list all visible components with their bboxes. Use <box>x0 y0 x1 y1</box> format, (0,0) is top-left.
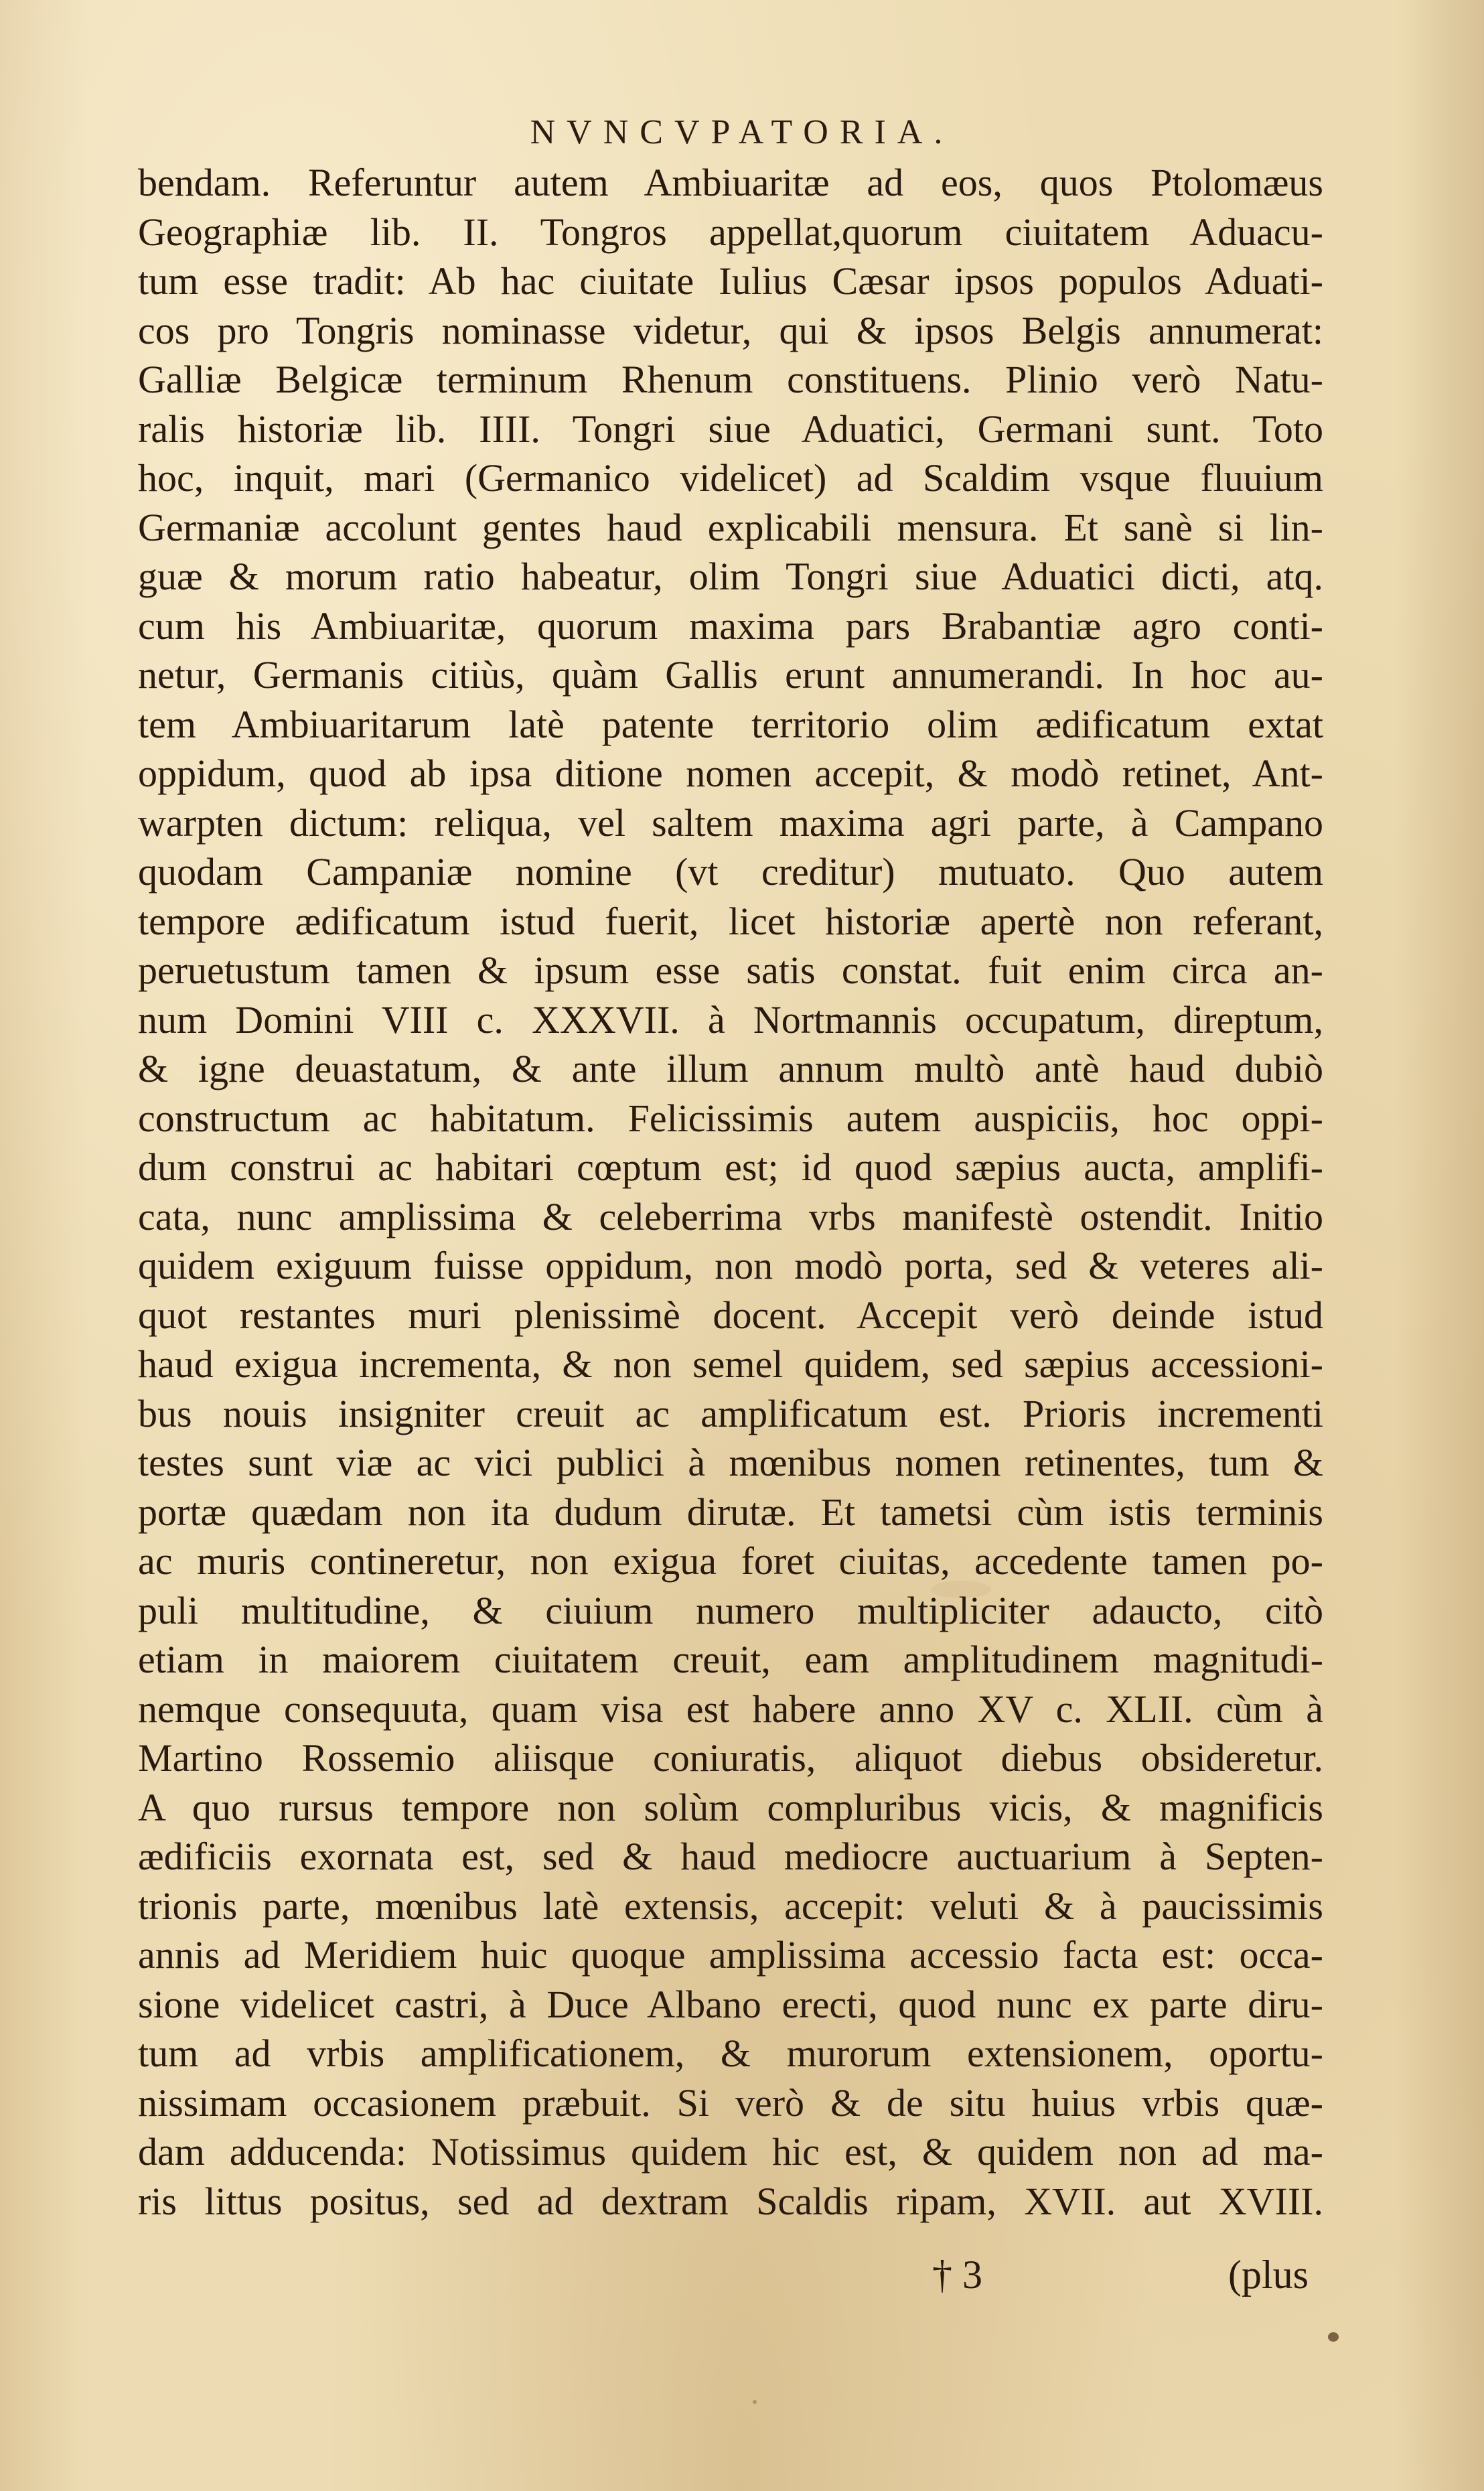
text-line: warpten dictum: reliqua, vel saltem maxima agri parte, à Campano <box>138 800 1323 845</box>
body-text <box>138 158 1323 2226</box>
text-line: A quo rursus tempore non solùm compluribus vicis, & magnificis <box>138 1785 1323 1829</box>
text-line: Germaniæ accolunt gentes haud explicabili mensura. Et sanè si lin- <box>138 505 1323 549</box>
text-line: quot restantes muri plenissimè docent. Accepit verò deinde istud <box>138 1293 1323 1337</box>
text-line: ac muris contineretur, non exigua foret ciuitas, accedente tamen po- <box>138 1539 1323 1583</box>
text-line: bendam. Referuntur autem Ambiuaritæ ad eos, quos Ptolomæus <box>138 161 1323 204</box>
text-line: peruetustum tamen & ipsum esse satis constat. fuit enim circa an- <box>138 948 1323 992</box>
ink-spot <box>1328 2332 1339 2342</box>
text-line: ris littus positus, sed ad dextram Scaldis ripam, XVII. aut XVIII. <box>138 2179 1323 2223</box>
text-line: bus nouis insigniter creuit ac amplificatum est. Prioris incrementi <box>138 1391 1323 1435</box>
text-line: portæ quædam non ita dudum dirutæ. Et tametsi cùm istis terminis <box>138 1490 1323 1534</box>
text-line: testes sunt viæ ac vici publici à mœnibus nomen retinentes, tum & <box>138 1441 1323 1484</box>
text-line: netur, Germanis citiùs, quàm Gallis erunt annumerandi. In hoc au- <box>138 653 1323 697</box>
text-line: Geographiæ lib. II. Tongros appellat,quorum ciuitatem Aduacu- <box>138 210 1323 254</box>
text-line: trionis parte, mœnibus latè extensis, accepit: veluti & à paucissimis <box>138 1883 1323 1928</box>
text-line: dam adducenda: Notissimus quidem hic est, & quidem non ad ma- <box>138 2130 1323 2174</box>
text-line: tem Ambiuaritarum latè patente territorio olim ædificatum extat <box>138 702 1323 746</box>
text-line: haud exigua incrementa, & non semel quidem, sed sæpius accessioni- <box>138 1342 1323 1386</box>
text-line: constructum ac habitatum. Felicissimis autem auspiciis, hoc oppi- <box>138 1096 1323 1140</box>
text-line: guæ & morum ratio habeatur, olim Tongri siue Aduatici dicti, atq. <box>138 555 1323 598</box>
text-line: ædificiis exornata est, sed & haud mediocre auctuarium à Septen- <box>138 1835 1323 1878</box>
text-line: cum his Ambiuaritæ, quorum maxima pars Brabantiæ agro conti- <box>138 603 1323 648</box>
running-header: NVNCVPATORIA. <box>530 113 954 151</box>
text-line: cata, nunc amplissima & celeberrima vrbs manifestè ostendit. Initio <box>138 1194 1323 1238</box>
text-line: Martino Rossemio aliisque coniuratis, aliquot diebus obsideretur. <box>138 1736 1323 1780</box>
signature-mark: † 3 <box>932 2253 982 2297</box>
page-footer <box>0 2248 1484 2301</box>
text-line: nissimam occasionem præbuit. Si verò & de situ huius vrbis quæ- <box>138 2080 1323 2125</box>
text-line: dum construi ac habitari cœptum est; id quod sæpius aucta, amplifi- <box>138 1145 1323 1189</box>
catchword: (plus <box>1228 2253 1309 2297</box>
text-line: nemque consequuta, quam visa est habere anno XV c. XLII. cùm à <box>138 1687 1323 1731</box>
text-line: quidem exiguum fuisse oppidum, non modò porta, sed & veteres ali- <box>138 1244 1323 1287</box>
text-line: hoc, inquit, mari (Germanico videlicet) ad Scaldim vsque fluuium <box>138 456 1323 500</box>
ink-speck <box>753 2400 757 2404</box>
text-line: & igne deuastatum, & ante illum annum multò antè haud dubiò <box>138 1047 1323 1090</box>
text-line: etiam in maiorem ciuitatem creuit, eam amplitudinem magnitudi- <box>138 1638 1323 1681</box>
text-line: tempore ædificatum istud fuerit, licet historiæ apertè non referant, <box>138 899 1323 943</box>
text-line: tum ad vrbis amplificationem, & murorum extensionem, oportu- <box>138 2032 1323 2075</box>
foxing-mark <box>931 1581 991 1598</box>
text-line: puli multitudine, & ciuium numero multipliciter adaucto, citò <box>138 1588 1323 1632</box>
text-line: tum esse tradit: Ab hac ciuitate Iulius Cæsar ipsos populos Aduati- <box>138 259 1323 303</box>
text-line: sione videlicet castri, à Duce Albano erecti, quod nunc ex parte diru- <box>138 1982 1323 2026</box>
text-line: num Domini VIII c. XXXVII. à Nortmannis occupatum, direptum, <box>138 997 1323 1042</box>
text-line: oppidum, quod ab ipsa ditione nomen accepit, & modò retinet, Ant- <box>138 752 1323 795</box>
text-line: ralis historiæ lib. IIII. Tongri siue Aduatici, Germani sunt. Toto <box>138 407 1323 451</box>
text-line: Galliæ Belgicæ terminum Rhenum constituens. Plinio verò Natu- <box>138 358 1323 401</box>
text-line: annis ad Meridiem huic quoque amplissima accessio facta est: occa- <box>138 1933 1323 1977</box>
text-line: quodam Campaniæ nomine (vt creditur) mutuato. Quo autem <box>138 850 1323 894</box>
text-line: cos pro Tongris nominasse videtur, qui & ipsos Belgis annumerat: <box>138 308 1323 352</box>
